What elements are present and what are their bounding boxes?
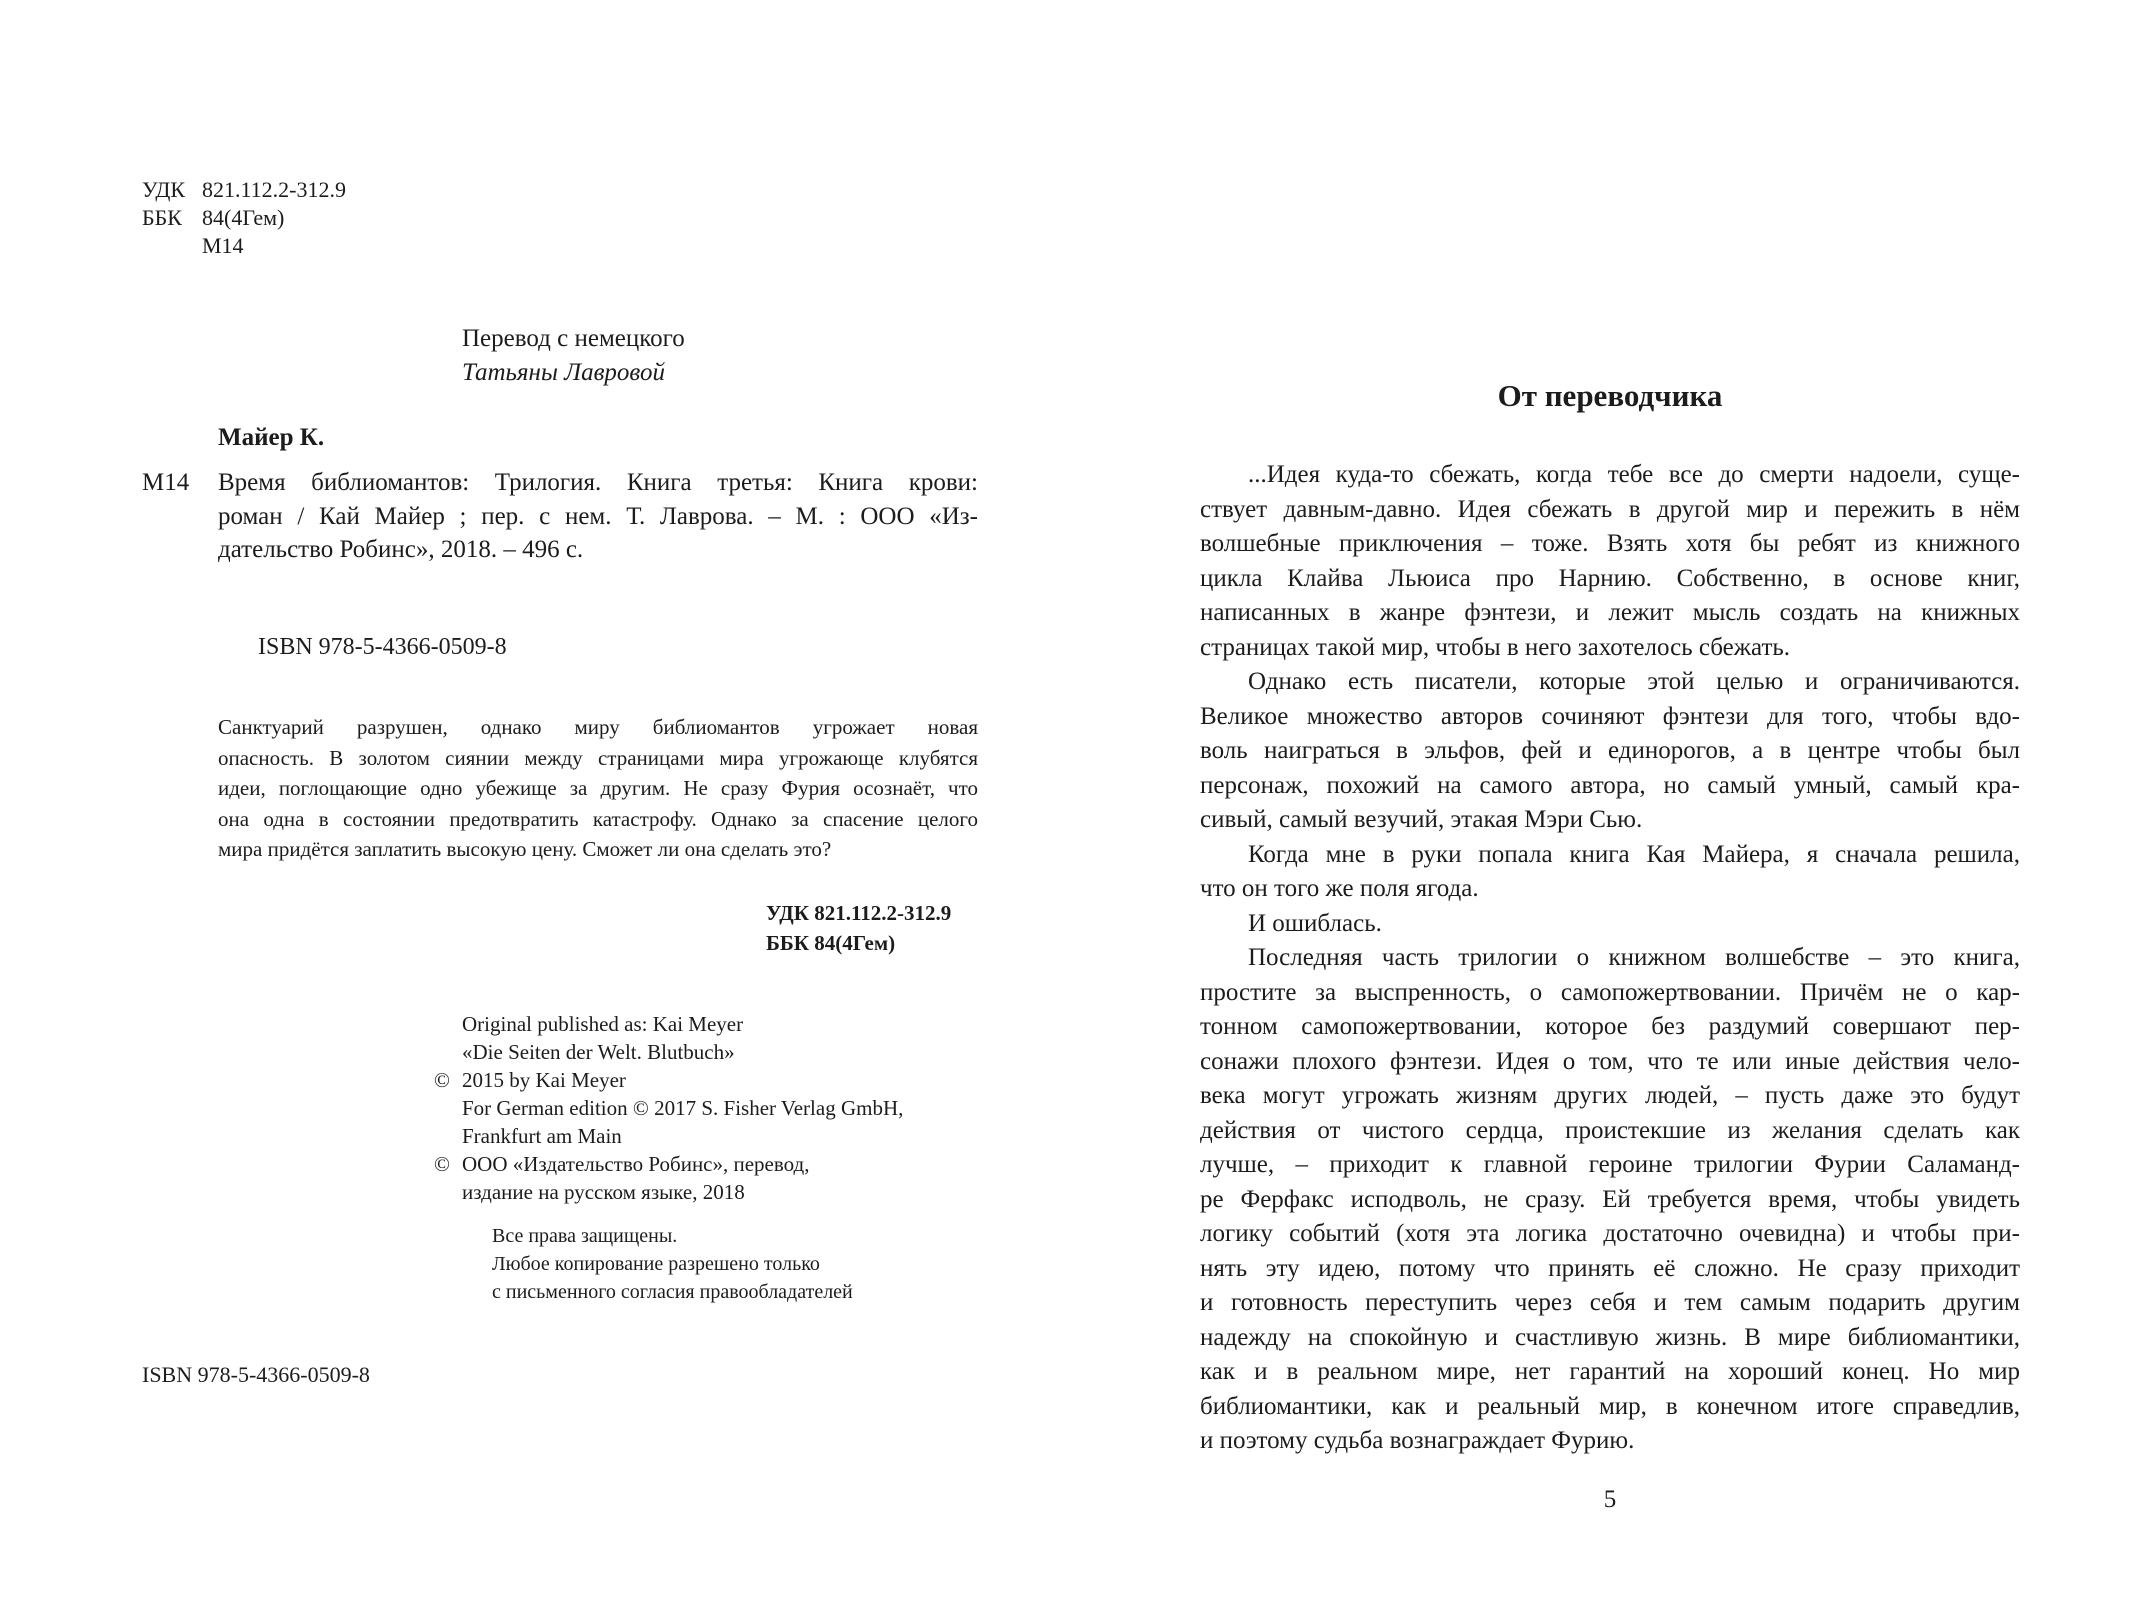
text-line: Однако есть писатели, которые этой целью и ограничиваются.	[1248, 668, 2020, 695]
text-line: написанных в жанре фэнтези, и лежит мысль создать на книжных	[1200, 599, 2020, 626]
copyright-line: ООО «Издательство Робинс», перевод,	[462, 1152, 810, 1176]
copyright-entry	[434, 1066, 903, 1094]
translator-preface	[1200, 458, 2020, 1459]
text-line: что он того же поля ягода.	[1200, 875, 1479, 902]
isbn-bottom: ISBN 978-5-4366-0509-8	[142, 1362, 370, 1387]
udk-label: УДК	[142, 177, 186, 202]
author-mark: М14	[202, 233, 244, 258]
text-line: лучше, – приходит к главной героине трилогии Фурии Саламанд-	[1200, 1151, 2020, 1178]
text-line: ствует давным-давно. Идея сбежать в другой мир и пережить в нём	[1200, 495, 2020, 523]
translation-credit	[462, 322, 685, 390]
text-line: нять эту идею, потому что принять её сложно. Не сразу приходит	[1200, 1254, 2020, 1282]
text-line: Последняя часть трилогии о книжном волшебстве – это книга,	[1248, 944, 2020, 971]
page-number: 5	[1603, 1486, 1617, 1513]
bbk-row	[142, 204, 346, 232]
bbk-bold: ББК 84(4Гем)	[766, 931, 896, 955]
text-line: тонном самопожертвовании, которое без раздумий совершают пер-	[1200, 1013, 2020, 1040]
rights-line: Любое копирование разрешено только	[492, 1253, 820, 1275]
text-line: сонажи плохого фэнтези. Идея о том, что те или иные действия чело-	[1200, 1047, 2020, 1075]
bibliographic-code: М14	[142, 469, 190, 496]
text-line: простите за выспренность, о самопожертвовании. Причём не о кар-	[1200, 978, 2020, 1006]
text-line: сивый, самый везучий, этакая Мэри Сью.	[1200, 806, 1643, 833]
annotation-line: она одна в состоянии предотвратить катастрофу. Однако за спасение целого	[218, 806, 978, 831]
copyright-line: издание на русском языке, 2018	[462, 1180, 745, 1204]
text-line: библиомантики, как и реальный мир, в конечном итоге справедлив,	[1200, 1392, 2020, 1420]
translation-line: Перевод с немецкого	[462, 325, 685, 352]
copyright-entry	[434, 1150, 903, 1178]
bbk-value: 84(4Гем)	[202, 205, 285, 230]
annotation-line: Санктуарий разрушен, однако миру библиомантов угрожает новая	[218, 715, 978, 739]
page-title: От переводчика	[1497, 378, 1723, 413]
text-line: ре Ферфакс исподволь, не сразу. Ей требуется время, чтобы увидеть	[1200, 1185, 2020, 1213]
copyright-symbol: ©	[434, 1152, 450, 1176]
annotation-line: опасность. В золотом сиянии между страницами мира угрожающе клубятся	[218, 745, 978, 770]
udk-bold: УДК 821.112.2-312.9	[766, 901, 952, 925]
author-heading: Майер К.	[218, 424, 325, 451]
text-line: цикла Клайва Льюиса про Нарнию. Собственно, в основе книг,	[1200, 564, 2020, 592]
translator-name: Татьяны Лавровой	[462, 359, 665, 386]
copyright-line: For German edition © 2017 S. Fisher Verlag GmbH,	[462, 1096, 904, 1120]
text-line: персонаж, похожий на самого автора, но самый умный, самый кра-	[1200, 771, 2020, 799]
text-line: волшебные приключения – тоже. Взять хотя бы ребят из книжного	[1200, 530, 2020, 557]
copyright-block	[434, 1010, 904, 1206]
text-line: надежду на спокойную и счастливую жизнь. В мире библиомантики,	[1200, 1323, 2020, 1351]
text-line: И ошиблась.	[1248, 909, 1382, 937]
isbn-top: ISBN 978-5-4366-0509-8	[258, 634, 507, 660]
annotation-line: идеи, поглощающие одно убежище за другим. Не сразу Фурия осознаёт, что	[218, 776, 978, 800]
bib-line: роман / Кай Майер ; пер. с нем. Т. Лаврова. – М. : ООО «Из-	[218, 502, 978, 530]
bib-line: Время библиомантов: Трилогия. Книга третья: Книга крови:	[218, 469, 978, 496]
text-line: воль наиграться в эльфов, фей и единорогов, а в центре чтобы был	[1200, 737, 2020, 764]
text-line: ...Идея куда-то сбежать, когда тебе все до смерти надоели, суще-	[1248, 461, 2020, 488]
text-line: и поэтому судьба вознаграждает Фурию.	[1200, 1427, 1635, 1454]
text-line: страницах такой мир, чтобы в него захотелось сбежать.	[1200, 633, 1791, 661]
copyright-line: Original published as: Kai Meyer	[462, 1012, 744, 1036]
copyright-symbol: ©	[434, 1068, 450, 1092]
rights-line: с письменного согласия правообладателей	[492, 1281, 853, 1303]
rights-notice	[492, 1222, 853, 1306]
text-line: действия от чистого сердца, проистекшие из желания сделать как	[1200, 1116, 2020, 1144]
text-line: Великое множество авторов сочиняют фэнтези для того, чтобы вдо-	[1200, 702, 2020, 730]
bbk-label: ББК	[142, 205, 182, 230]
annotation	[218, 712, 978, 865]
udk-value: 821.112.2-312.9	[202, 177, 347, 202]
rights-line: Все права защищены.	[492, 1225, 678, 1247]
text-line: и готовность переступить через себя и тем самым подарить другим	[1200, 1289, 2020, 1316]
copyright-line: Frankfurt am Main	[462, 1124, 622, 1148]
udk-row	[142, 176, 346, 204]
bib-line: дательство Робинс», 2018. – 496 с.	[218, 536, 584, 563]
text-line: как и в реальном мире, нет гарантий на хороший конец. Но мир	[1200, 1358, 2020, 1385]
text-line: логику событий (хотя эта логика достаточно очевидна) и чтобы при-	[1200, 1220, 2020, 1247]
classification-codes	[142, 176, 346, 260]
copyright-line: 2015 by Kai Meyer	[462, 1068, 626, 1092]
bibliographic-description	[218, 466, 978, 567]
text-line: века могут угрожать жизням других людей, – пусть даже это будут	[1200, 1082, 2020, 1109]
annotation-line: мира придётся заплатить высокую цену. Сможет ли она сделать это?	[218, 837, 832, 861]
text-line: Когда мне в руки попала книга Кая Майера, я сначала решила,	[1248, 840, 2020, 868]
classification-codes-bold	[766, 898, 951, 958]
copyright-line: «Die Seiten der Welt. Blutbuch»	[462, 1040, 735, 1064]
